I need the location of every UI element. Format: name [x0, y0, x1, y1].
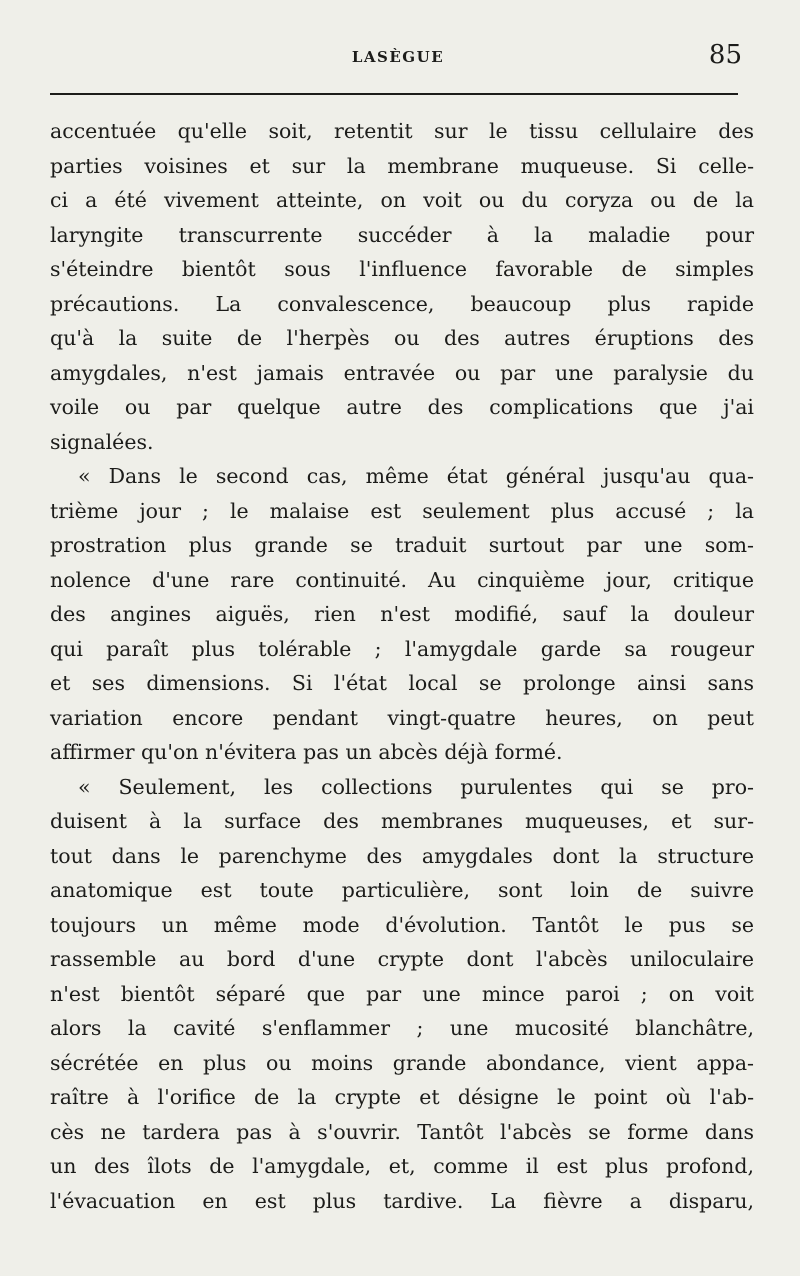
text-line: voile ou par quelque autre des complications que j'ai	[50, 395, 754, 419]
text-line: « Dans le second cas, même état général jusqu'au qua-	[78, 464, 754, 488]
text-line: sécrétée en plus ou moins grande abondance, vient appa-	[50, 1050, 754, 1075]
text-line: tout dans le parenchyme des amygdales dont la structure	[50, 843, 754, 868]
text-line: l'évacuation en est plus tardive. La fièvre a disparu,	[50, 1188, 754, 1213]
text-line: ci a été vivement atteinte, on voit ou du coryza ou de la	[50, 188, 754, 212]
text-line: affirmer qu'on n'évitera pas un abcès déjà formé.	[50, 740, 563, 764]
text-line: et ses dimensions. Si l'état local se prolonge ainsi sans	[50, 671, 754, 695]
text-line: n'est bientôt séparé que par une mince paroi ; on voit	[50, 981, 754, 1006]
text-line: signalées.	[50, 429, 154, 454]
body-text	[50, 114, 754, 1218]
header-rule	[50, 93, 738, 95]
text-line: trième jour ; le malaise est seulement plus accusé ; la	[50, 498, 754, 523]
text-line: prostration plus grande se traduit surtout par une som-	[50, 533, 754, 557]
text-line: des angines aiguës, rien n'est modifié, sauf la douleur	[50, 602, 754, 626]
text-line: s'éteindre bientôt sous l'influence favorable de simples	[50, 257, 754, 281]
running-head	[50, 38, 746, 78]
text-line: rassemble au bord d'une crypte dont l'abcès uniloculaire	[50, 947, 754, 971]
text-line: parties voisines et sur la membrane muqueuse. Si celle-	[50, 153, 754, 178]
text-line: laryngite transcurrente succéder à la maladie pour	[50, 222, 754, 247]
text-line: accentuée qu'elle soit, retentit sur le tissu cellulaire des	[50, 119, 754, 143]
text-line: raître à l'orifice de la crypte et désigne le point où l'ab-	[50, 1085, 754, 1109]
text-line: qu'à la suite de l'herpès ou des autres éruptions des	[50, 326, 754, 350]
text-line: cès ne tardera pas à s'ouvrir. Tantôt l'abcès se forme dans	[50, 1119, 754, 1144]
text-line: nolence d'une rare continuité. Au cinquième jour, critique	[50, 567, 754, 592]
text-line: « Seulement, les collections purulentes qui se pro-	[78, 774, 754, 799]
page-number: 85	[708, 40, 742, 70]
text-line: toujours un même mode d'évolution. Tantôt le pus se	[50, 912, 754, 937]
text-line: amygdales, n'est jamais entravée ou par une paralysie du	[50, 360, 754, 385]
text-line: variation encore pendant vingt-quatre heures, on peut	[50, 705, 754, 730]
text-line: anatomique est toute particulière, sont loin de suivre	[50, 878, 754, 902]
text-line: alors la cavité s'enflammer ; une mucosité blanchâtre,	[50, 1016, 754, 1040]
text-line: précautions. La convalescence, beaucoup plus rapide	[50, 291, 754, 316]
text-line: duisent à la surface des membranes muqueuses, et sur-	[50, 809, 754, 833]
text-line: qui paraît plus tolérable ; l'amygdale garde sa rougeur	[50, 636, 754, 661]
running-head-title: LASÈGUE	[351, 48, 445, 66]
text-line: un des îlots de l'amygdale, et, comme il est plus profond,	[50, 1154, 754, 1178]
